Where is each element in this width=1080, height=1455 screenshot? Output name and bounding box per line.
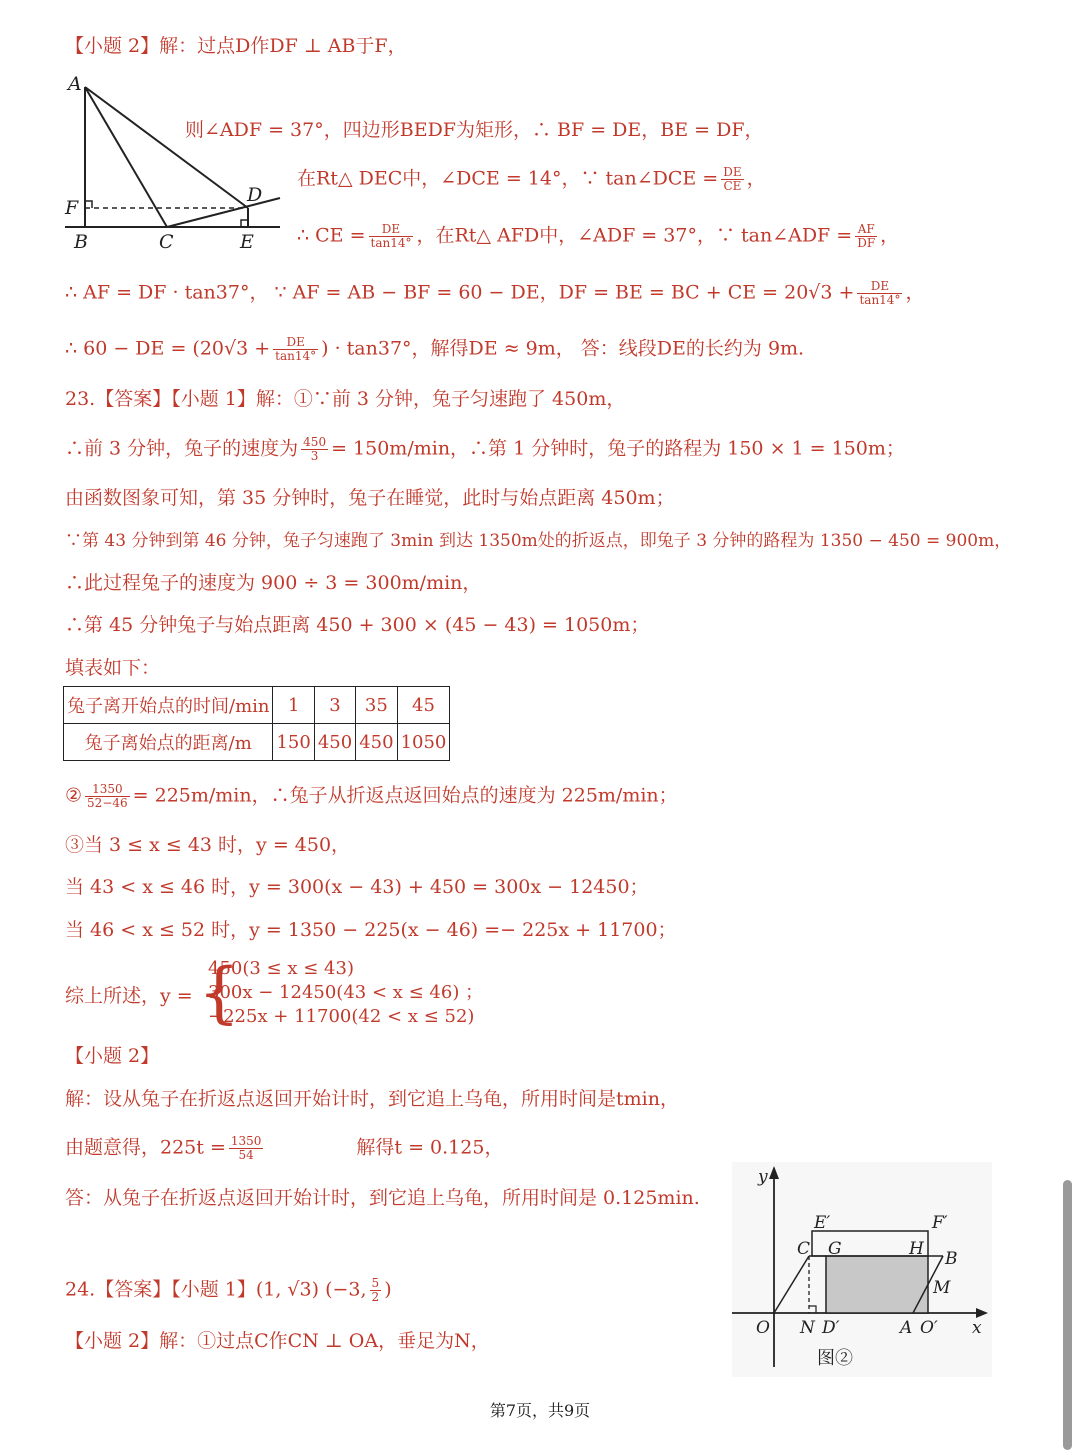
fig2-label-H: H bbox=[909, 1239, 924, 1259]
fig2-label-x: x bbox=[972, 1318, 982, 1338]
sol-23-turn-point: ∵第 43 分钟到第 46 分钟，兔子匀速跑了 3min 到达 1350m处的折返点，即兔子 3 分钟的路程为 1350 − 450 = 900m， bbox=[65, 531, 1012, 551]
sol-23-case2: 当 43 < x ≤ 46 时，y = 300(x − 43) + 450 = 300x − 12450； bbox=[65, 876, 649, 898]
label-B: B bbox=[74, 231, 88, 253]
label-F: F bbox=[65, 197, 79, 219]
fig2-label-N: N bbox=[800, 1318, 815, 1338]
sol-24-2-intro: 【小题 2】解：①过点C作CN ⊥ OA，垂足为N， bbox=[65, 1330, 490, 1352]
sol-23-heading: 23.【答案】【小题 1】解：①∵前 3 分钟，兔子匀速跑了 450m， bbox=[65, 388, 626, 410]
sol-23-2-setup: 解：设从兔子在折返点返回开始计时，到它追上乌龟，所用时间是tmin， bbox=[65, 1088, 679, 1110]
fig2-label-O-prime: O′ bbox=[920, 1318, 938, 1338]
coordinate-figure-2 bbox=[732, 1162, 992, 1377]
label-E: E bbox=[240, 231, 254, 253]
sol-23-2-answer: 答：从兔子在折返点返回开始计时，到它追上乌龟，所用时间是 0.125min. bbox=[65, 1187, 700, 1209]
sol-24-heading: 24.【答案】【小题 1】(1, √3) (−3, $\frac{5}{2}$ ) bbox=[65, 1276, 392, 1304]
sol-23-case1: ③当 3 ≤ x ≤ 43 时，y = 450， bbox=[65, 834, 351, 856]
sol-22-2-ce: ∴ CE = $\frac{DE}{\tan 14^\circ}$ ，在Rt△ AFD中，∠ADF = 37°，∵ tan∠ADF = $\frac{AF}{DF}$ ， bbox=[297, 222, 900, 250]
fig2-label-F-prime: F′ bbox=[932, 1213, 948, 1233]
sol-23-speed2: ∴此过程兔子的速度为 900 ÷ 3 = 300m/min， bbox=[65, 572, 482, 594]
table-row: 兔子离始点的距离/m 150 450 450 1050 bbox=[64, 724, 450, 761]
sol-23-distance45: ∴第 45 分钟兔子与始点距离 450 + 300 × (45 − 43) = 1050m； bbox=[65, 614, 650, 636]
sol-23-speed: ∴前 3 分钟，兔子的速度为 $\frac{450}{3}$ = 150m/min，∴第 1 分钟时，兔子的路程为 150 × 1 = 150m； bbox=[65, 435, 905, 463]
label-D: D bbox=[247, 184, 263, 206]
fig2-label-O: O bbox=[756, 1318, 770, 1338]
fig2-label-E-prime: E′ bbox=[814, 1213, 831, 1233]
label-C: C bbox=[159, 231, 174, 253]
left-brace: { bbox=[198, 954, 240, 1031]
fig2-label-G: G bbox=[828, 1239, 842, 1259]
sol-23-graph: 由函数图象可知，第 35 分钟时，兔子在睡觉，此时与始点距离 450m； bbox=[65, 487, 675, 509]
scrollbar[interactable] bbox=[1063, 1180, 1072, 1450]
sol-23-2-equation: 由题意得，225t = $\frac{1350}{54}$ 解得t = 0.125， bbox=[65, 1134, 504, 1162]
sol-23-return-speed: ② $\frac{1350}{52-46}$ = 225m/min，∴兔子从折返点返回始点的速度为 225m/min； bbox=[65, 782, 678, 810]
sol-22-2-angle: 则∠ADF = 37°，四边形BEDF为矩形，∴ BF = DE，BE = DF， bbox=[185, 119, 764, 141]
fig2-label-D-prime: D′ bbox=[822, 1318, 840, 1338]
fig2-label-M: M bbox=[933, 1278, 951, 1298]
fig2-label-A: A bbox=[900, 1318, 913, 1338]
fig2-caption: 图② bbox=[817, 1348, 853, 1369]
sol-23-case3: 当 46 < x ≤ 52 时，y = 1350 − 225(x − 46) =− 225x + 11700； bbox=[65, 919, 677, 941]
page-footer: 第7页，共9页 bbox=[489, 1401, 591, 1420]
distance-table bbox=[63, 686, 450, 761]
fig2-label-C: C bbox=[797, 1239, 811, 1259]
label-A: A bbox=[68, 73, 82, 95]
table-row: 兔子离开始点的时间/min 1 3 35 45 bbox=[64, 687, 450, 724]
geometry-figure-1 bbox=[60, 70, 290, 255]
sol-22-2-af: ∴ AF = DF · tan37°， ∵ AF = AB − BF = 60 − DE，DF = BE = BC + CE = 20√3 + $\frac{DE}{\tan 14^\circ}$ ， bbox=[65, 279, 925, 307]
fig2-label-B: B bbox=[945, 1249, 958, 1269]
sol-23-2-heading: 【小题 2】 bbox=[65, 1045, 160, 1067]
sol-22-2-intro: 【小题 2】解：过点D作DF ⊥ AB于F， bbox=[65, 35, 407, 57]
sol-22-2-answer: ∴ 60 − DE = (20√3 + $\frac{DE}{\tan 14^\circ}$ ) · tan37°，解得DE ≈ 9m， 答：线段DE的长约为 9m. bbox=[65, 335, 805, 363]
sol-23-fill-table: 填表如下： bbox=[65, 657, 161, 679]
sol-22-2-tan-dce: 在Rt△ DEC中，∠DCE = 14°，∵ tan∠DCE = $\frac{DE}{CE}$ ， bbox=[297, 165, 766, 193]
fig2-label-y: y bbox=[758, 1167, 768, 1187]
